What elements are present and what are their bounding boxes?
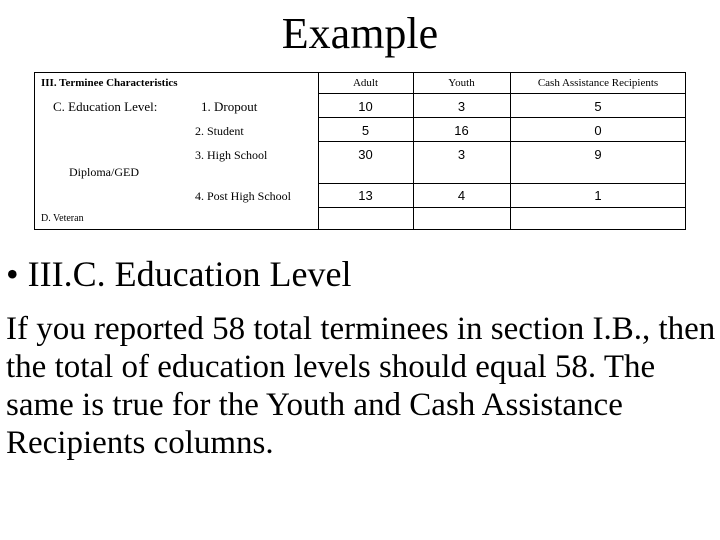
cell-student-adult: 5 <box>361 123 370 138</box>
row-label-dropout: 1. Dropout <box>201 99 258 114</box>
section-header: III. Terminee Characteristics <box>41 77 178 89</box>
bullet-marker: • <box>6 254 19 294</box>
row-label-high-school: 3. High School <box>195 148 268 162</box>
explanation-paragraph: If you reported 58 total terminees in section I.B., then the total of education levels should equal 58. The same is true for the Youth and Cash Assistance Recipients columns. <box>6 311 716 461</box>
cell-student-youth: 16 <box>454 123 469 138</box>
cell-high-school-cash: 9 <box>594 147 602 162</box>
education-level-label: C. Education Level: <box>53 99 158 114</box>
row-label-post-high-school: 4. Post High School <box>195 189 292 203</box>
bullet-text: III.C. Education Level <box>27 254 352 294</box>
cell-dropout-youth: 3 <box>457 99 466 114</box>
column-header-adult: Adult <box>352 77 379 89</box>
cell-high-school-adult: 30 <box>358 147 373 162</box>
row-label-student: 2. Student <box>195 124 244 138</box>
bullet-point <box>6 252 352 296</box>
cell-student-cash: 0 <box>594 123 602 138</box>
row-divider <box>318 117 685 118</box>
veteran-label: D. Veteran <box>41 213 84 224</box>
row-divider <box>318 93 685 94</box>
row-divider <box>318 207 685 208</box>
cell-high-school-youth: 3 <box>457 147 466 162</box>
cell-dropout-adult: 10 <box>358 99 373 114</box>
terminee-characteristics-table <box>34 72 686 230</box>
cell-post-high-school-youth: 4 <box>457 188 466 203</box>
cell-dropout-cash: 5 <box>594 99 602 114</box>
cell-post-high-school-cash: 1 <box>594 188 602 203</box>
column-header-cash-assistance: Cash Assistance Recipients <box>537 77 659 89</box>
column-header-youth: Youth <box>448 77 475 89</box>
diploma-ged-label: Diploma/GED <box>69 165 139 179</box>
cell-post-high-school-adult: 13 <box>358 188 373 203</box>
slide-title: Example <box>281 9 439 58</box>
row-divider <box>318 141 685 142</box>
row-divider <box>318 183 685 184</box>
